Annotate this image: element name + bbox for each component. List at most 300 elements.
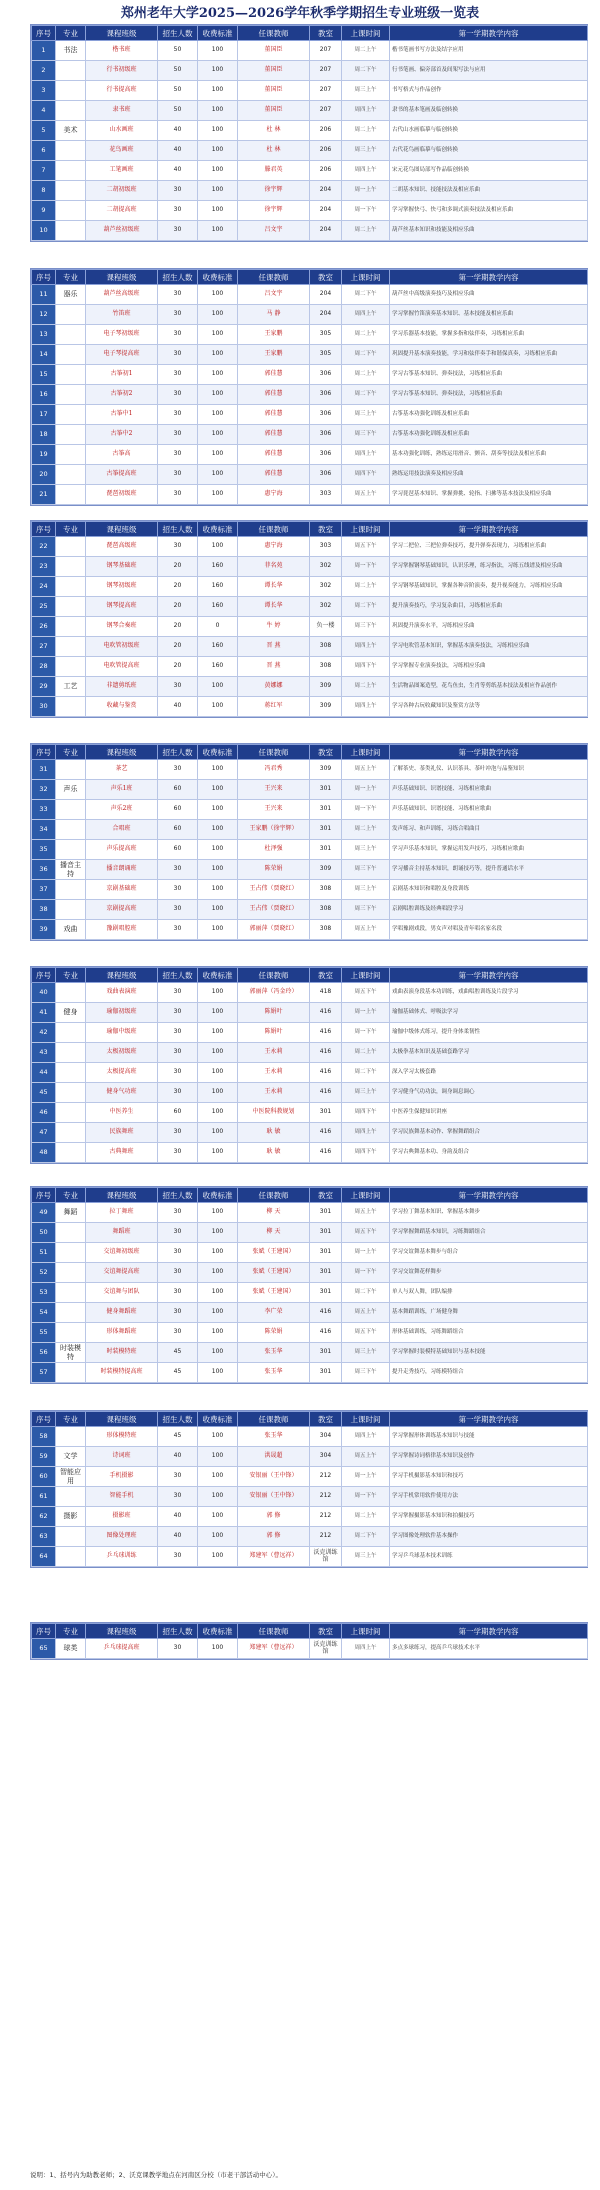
teacher-cell: 吕文宇: [238, 221, 310, 241]
enrollment-cell: 50: [158, 81, 198, 101]
teacher-cell: 郑建军（曹远祥）: [238, 1547, 310, 1567]
row-number: 41: [32, 1003, 56, 1023]
teacher-cell: 杜 林: [238, 141, 310, 161]
class-time-cell: 周四上午: [342, 305, 390, 325]
table-row: [32, 617, 588, 637]
classroom-cell: 309: [310, 677, 342, 697]
major-cell: [56, 181, 86, 201]
class-name-cell: 钢琴初级班: [86, 577, 158, 597]
row-number: 14: [32, 345, 56, 365]
row-number: 13: [32, 325, 56, 345]
class-time-cell: 周四上午: [342, 637, 390, 657]
major-cell: [56, 485, 86, 505]
class-name-cell: 中医养生: [86, 1103, 158, 1123]
row-number: 48: [32, 1143, 56, 1163]
class-time-cell: 周一上午: [342, 181, 390, 201]
fee-cell: 100: [198, 760, 238, 780]
table-row: [32, 81, 588, 101]
table-row: [32, 860, 588, 880]
classroom-cell: 304: [310, 1447, 342, 1467]
major-cell: [56, 465, 86, 485]
content-cell: 声乐基础知识、识谱技能、习练相应歌曲: [390, 780, 588, 800]
classroom-cell: 303: [310, 537, 342, 557]
teacher-cell: 陈荣娟: [238, 860, 310, 880]
classroom-cell: 204: [310, 285, 342, 305]
column-header: 专业: [56, 270, 86, 285]
table-row: [32, 1323, 588, 1343]
column-header: 任课教师: [238, 968, 310, 983]
column-header: 课程班级: [86, 745, 158, 760]
content-cell: 学习掌握时装模特基础知识与基本技能: [390, 1343, 588, 1363]
class-name-cell: 古筝中2: [86, 425, 158, 445]
table-header-row: [32, 522, 588, 537]
column-header: 上课时间: [342, 26, 390, 41]
table-row: [32, 141, 588, 161]
row-number: 45: [32, 1083, 56, 1103]
enrollment-cell: 30: [158, 1123, 198, 1143]
classroom-cell: 306: [310, 405, 342, 425]
class-time-cell: 周一上午: [342, 1243, 390, 1263]
row-number: 64: [32, 1547, 56, 1567]
teacher-cell: 晋 燕: [238, 637, 310, 657]
enrollment-cell: 30: [158, 425, 198, 445]
class-name-cell: 电吹管提高班: [86, 657, 158, 677]
row-number: 36: [32, 860, 56, 880]
content-cell: 学习钢琴基础知识，掌握各种音阶演奏，提升视奏能力，习练相应乐曲: [390, 577, 588, 597]
teacher-cell: 郭 修: [238, 1507, 310, 1527]
table-row: [32, 1263, 588, 1283]
fee-cell: 100: [198, 780, 238, 800]
fee-cell: 100: [198, 101, 238, 121]
row-number: 21: [32, 485, 56, 505]
table-row: [32, 101, 588, 121]
teacher-cell: 陈娟叶: [238, 1023, 310, 1043]
classroom-cell: 303: [310, 485, 342, 505]
major-cell: [56, 1547, 86, 1567]
enrollment-cell: 30: [158, 1043, 198, 1063]
content-cell: 学习掌握诗词格律基本知识及创作: [390, 1447, 588, 1467]
column-header: 收费标准: [198, 968, 238, 983]
class-time-cell: 周三下午: [342, 860, 390, 880]
class-time-cell: 周一上午: [342, 780, 390, 800]
major-cell: [56, 800, 86, 820]
fee-cell: 100: [198, 1263, 238, 1283]
teacher-cell: 王永莉: [238, 1063, 310, 1083]
column-header: 教室: [310, 745, 342, 760]
class-name-cell: 时装模特班: [86, 1343, 158, 1363]
class-time-cell: 周四下午: [342, 465, 390, 485]
class-name-cell: 京剧提高班: [86, 900, 158, 920]
enrollment-cell: 20: [158, 617, 198, 637]
row-number: 42: [32, 1023, 56, 1043]
table-row: [32, 221, 588, 241]
table-row: [32, 385, 588, 405]
schedule-table-block: [30, 520, 588, 718]
class-time-cell: 周二上午: [342, 820, 390, 840]
class-name-cell: 琵琶初级班: [86, 485, 158, 505]
column-header: 专业: [56, 1624, 86, 1639]
enrollment-cell: 30: [158, 860, 198, 880]
teacher-cell: 郭佳慧: [238, 365, 310, 385]
classroom-cell: 302: [310, 557, 342, 577]
classroom-cell: 416: [310, 1323, 342, 1343]
class-time-cell: 周二上午: [342, 1043, 390, 1063]
table-row: [32, 1467, 588, 1487]
row-number: 57: [32, 1363, 56, 1383]
enrollment-cell: 45: [158, 1427, 198, 1447]
content-cell: 单人与双人舞，团队编排: [390, 1283, 588, 1303]
content-cell: 生活物品图案造型，花鸟鱼虫，生肖等剪纸基本技法及相应作品创作: [390, 677, 588, 697]
teacher-cell: 晋 燕: [238, 657, 310, 677]
column-header: 课程班级: [86, 1412, 158, 1427]
content-cell: 学习电吹管基本知识，掌握基本演奏技法，习练相应乐曲: [390, 637, 588, 657]
schedule-table: [31, 269, 588, 505]
fee-cell: 100: [198, 820, 238, 840]
table-row: [32, 425, 588, 445]
column-header: 专业: [56, 968, 86, 983]
class-name-cell: 楷书班: [86, 41, 158, 61]
enrollment-cell: 30: [158, 181, 198, 201]
class-time-cell: 周二下午: [342, 1283, 390, 1303]
fee-cell: 100: [198, 141, 238, 161]
major-cell: [56, 617, 86, 637]
class-name-cell: 古筝初1: [86, 365, 158, 385]
enrollment-cell: 40: [158, 1507, 198, 1527]
table-header-row: [32, 1188, 588, 1203]
column-header: 课程班级: [86, 522, 158, 537]
teacher-cell: 张斌（王建国）: [238, 1263, 310, 1283]
column-header: 招生人数: [158, 522, 198, 537]
major-cell: [56, 365, 86, 385]
teacher-cell: 张玉华: [238, 1343, 310, 1363]
class-time-cell: 周一下午: [342, 1487, 390, 1507]
content-cell: 行书笔画、偏旁部首及间架写法与应用: [390, 61, 588, 81]
classroom-cell: 306: [310, 465, 342, 485]
table-row: [32, 557, 588, 577]
class-time-cell: 周一下午: [342, 201, 390, 221]
class-name-cell: 声乐1班: [86, 780, 158, 800]
column-header: 序号: [32, 1188, 56, 1203]
teacher-cell: 王兴来: [238, 800, 310, 820]
column-header: 教室: [310, 968, 342, 983]
row-number: 23: [32, 557, 56, 577]
table-header-row: [32, 26, 588, 41]
fee-cell: 100: [198, 161, 238, 181]
fee-cell: 100: [198, 1203, 238, 1223]
column-header: 任课教师: [238, 745, 310, 760]
column-header: 教室: [310, 270, 342, 285]
enrollment-cell: 30: [158, 920, 198, 940]
major-cell: [56, 1263, 86, 1283]
content-cell: 楷书笔画书写方法及结字应用: [390, 41, 588, 61]
table-header-row: [32, 745, 588, 760]
schedule-table: [31, 967, 588, 1163]
classroom-cell: 301: [310, 820, 342, 840]
class-name-cell: 京剧基础班: [86, 880, 158, 900]
content-cell: 基本功强化训练，熟练运用滑音、颤音、刮奏等技法及相应乐曲: [390, 445, 588, 465]
row-number: 6: [32, 141, 56, 161]
row-number: 7: [32, 161, 56, 181]
fee-cell: 100: [198, 425, 238, 445]
teacher-cell: 冯君秀: [238, 760, 310, 780]
classroom-cell: 204: [310, 305, 342, 325]
class-time-cell: 周四上午: [342, 1123, 390, 1143]
enrollment-cell: 30: [158, 385, 198, 405]
column-header: 任课教师: [238, 26, 310, 41]
content-cell: 学习掌握形体训练基本知识与技能: [390, 1427, 588, 1447]
fee-cell: 100: [198, 1303, 238, 1323]
teacher-cell: 杜泽强: [238, 840, 310, 860]
table-header-row: [32, 270, 588, 285]
fee-cell: 160: [198, 597, 238, 617]
enrollment-cell: 45: [158, 1363, 198, 1383]
content-cell: 巩固提升演奏水平，习练相应乐曲: [390, 617, 588, 637]
class-time-cell: 周一下午: [342, 1263, 390, 1283]
teacher-cell: 郭佳慧: [238, 445, 310, 465]
fee-cell: 100: [198, 201, 238, 221]
schedule-table-block: [30, 1622, 588, 1660]
content-cell: 古筝基本功强化训练及相应乐曲: [390, 425, 588, 445]
column-header: 第一学期教学内容: [390, 1624, 588, 1639]
classroom-cell: 416: [310, 1043, 342, 1063]
class-name-cell: 声乐2班: [86, 800, 158, 820]
row-number: 34: [32, 820, 56, 840]
row-number: 62: [32, 1507, 56, 1527]
teacher-cell: 惠宁海: [238, 537, 310, 557]
enrollment-cell: 30: [158, 900, 198, 920]
fee-cell: 100: [198, 1427, 238, 1447]
content-cell: 学习各种古玩收藏知识及鉴赏方法等: [390, 697, 588, 717]
enrollment-cell: 30: [158, 1023, 198, 1043]
content-cell: 学习交谊舞基本舞步与组合: [390, 1243, 588, 1263]
table-row: [32, 1447, 588, 1467]
class-time-cell: 周五上午: [342, 1303, 390, 1323]
table-row: [32, 657, 588, 677]
column-header: 课程班级: [86, 968, 158, 983]
fee-cell: 100: [198, 1063, 238, 1083]
classroom-cell: 309: [310, 860, 342, 880]
teacher-cell: 张斌（王建国）: [238, 1243, 310, 1263]
classroom-cell: 207: [310, 61, 342, 81]
column-header: 专业: [56, 26, 86, 41]
teacher-cell: 董国臣: [238, 81, 310, 101]
teacher-cell: 安银丽（王中锋）: [238, 1467, 310, 1487]
teacher-cell: 惠宁海: [238, 485, 310, 505]
fee-cell: 100: [198, 81, 238, 101]
classroom-cell: 301: [310, 1263, 342, 1283]
column-header: 任课教师: [238, 522, 310, 537]
fee-cell: 100: [198, 1243, 238, 1263]
table-row: [32, 840, 588, 860]
class-time-cell: 周四下午: [342, 657, 390, 677]
classroom-cell: 301: [310, 1243, 342, 1263]
classroom-cell: 301: [310, 1223, 342, 1243]
column-header: 招生人数: [158, 1412, 198, 1427]
enrollment-cell: 30: [158, 1639, 198, 1659]
classroom-cell: 301: [310, 1103, 342, 1123]
major-cell: [56, 1427, 86, 1447]
class-time-cell: 周四上午: [342, 1427, 390, 1447]
classroom-cell: 418: [310, 983, 342, 1003]
schedule-table: [31, 1411, 588, 1567]
content-cell: 学习琵琶基本知识、掌握弹挑、轮指、扫拂等基本技法及相应乐曲: [390, 485, 588, 505]
content-cell: 巩固提升基本演奏技能，学习和弦伴奏手和谐保真奏，习练相应乐曲: [390, 345, 588, 365]
major-cell: [56, 1303, 86, 1323]
table-row: [32, 1143, 588, 1163]
table-row: [32, 181, 588, 201]
classroom-cell: 207: [310, 81, 342, 101]
class-name-cell: 行书初级班: [86, 61, 158, 81]
row-number: 17: [32, 405, 56, 425]
table-row: [32, 1507, 588, 1527]
content-cell: 葫芦丝中高级演奏技巧及相应乐曲: [390, 285, 588, 305]
class-time-cell: 周四上午: [342, 697, 390, 717]
class-name-cell: 收藏与鉴赏: [86, 697, 158, 717]
class-time-cell: 周四下午: [342, 1143, 390, 1163]
classroom-cell: 416: [310, 1023, 342, 1043]
major-cell: 播音主持: [56, 860, 86, 880]
fee-cell: 100: [198, 1639, 238, 1659]
row-number: 43: [32, 1043, 56, 1063]
row-number: 4: [32, 101, 56, 121]
enrollment-cell: 30: [158, 201, 198, 221]
class-name-cell: 形体舞蹈班: [86, 1323, 158, 1343]
content-cell: 学习二把位、三把位弹奏技巧，提升弹奏表现力，习练相应乐曲: [390, 537, 588, 557]
class-time-cell: 周三上午: [342, 1343, 390, 1363]
fee-cell: 0: [198, 617, 238, 637]
row-number: 44: [32, 1063, 56, 1083]
teacher-cell: 王家鹏: [238, 325, 310, 345]
row-number: 58: [32, 1427, 56, 1447]
fee-cell: 100: [198, 1283, 238, 1303]
classroom-cell: 309: [310, 760, 342, 780]
class-name-cell: 合唱班: [86, 820, 158, 840]
table-row: [32, 1639, 588, 1659]
enrollment-cell: 30: [158, 983, 198, 1003]
major-cell: [56, 325, 86, 345]
table-row: [32, 1043, 588, 1063]
enrollment-cell: 30: [158, 1283, 198, 1303]
content-cell: 二胡基本知识、技能技法及相应乐曲: [390, 181, 588, 201]
fee-cell: 100: [198, 181, 238, 201]
class-time-cell: 周二上午: [342, 221, 390, 241]
class-name-cell: 古筝提高班: [86, 465, 158, 485]
class-name-cell: 健身舞蹈班: [86, 1303, 158, 1323]
fee-cell: 100: [198, 840, 238, 860]
classroom-cell: 301: [310, 800, 342, 820]
fee-cell: 160: [198, 577, 238, 597]
class-time-cell: 周二上午: [342, 41, 390, 61]
column-header: 序号: [32, 1412, 56, 1427]
fee-cell: 100: [198, 305, 238, 325]
column-header: 收费标准: [198, 26, 238, 41]
column-header: 收费标准: [198, 1624, 238, 1639]
enrollment-cell: 30: [158, 1303, 198, 1323]
fee-cell: 100: [198, 1103, 238, 1123]
class-name-cell: 形体模特班: [86, 1427, 158, 1447]
column-header: 教室: [310, 1624, 342, 1639]
row-number: 28: [32, 657, 56, 677]
enrollment-cell: 30: [158, 305, 198, 325]
major-cell: [56, 657, 86, 677]
table-row: [32, 61, 588, 81]
fee-cell: 100: [198, 1467, 238, 1487]
table-row: [32, 345, 588, 365]
table-row: [32, 465, 588, 485]
row-number: 8: [32, 181, 56, 201]
class-name-cell: 播音朗诵班: [86, 860, 158, 880]
column-header: 收费标准: [198, 745, 238, 760]
class-time-cell: 周一上午: [342, 1003, 390, 1023]
column-header: 招生人数: [158, 745, 198, 760]
major-cell: [56, 425, 86, 445]
major-cell: [56, 1223, 86, 1243]
teacher-cell: 王永莉: [238, 1043, 310, 1063]
class-name-cell: 诗词班: [86, 1447, 158, 1467]
class-time-cell: 周五下午: [342, 537, 390, 557]
class-time-cell: 周二下午: [342, 345, 390, 365]
teacher-cell: 董国臣: [238, 41, 310, 61]
class-name-cell: 电子琴初级班: [86, 325, 158, 345]
teacher-cell: 张玉华: [238, 1363, 310, 1383]
row-number: 33: [32, 800, 56, 820]
content-cell: 形体基础训练，习练舞蹈组合: [390, 1323, 588, 1343]
class-name-cell: 太极提高班: [86, 1063, 158, 1083]
content-cell: 声乐基础知识、识谱技能、习练相应歌曲: [390, 800, 588, 820]
classroom-cell: 306: [310, 425, 342, 445]
class-time-cell: 周三下午: [342, 425, 390, 445]
major-cell: 美术: [56, 121, 86, 141]
teacher-cell: 牛 婷: [238, 617, 310, 637]
row-number: 24: [32, 577, 56, 597]
table-row: [32, 800, 588, 820]
schedule-table: [31, 25, 588, 241]
fee-cell: 100: [198, 920, 238, 940]
class-time-cell: 周三上午: [342, 880, 390, 900]
major-cell: [56, 1103, 86, 1123]
column-header: 上课时间: [342, 1412, 390, 1427]
fee-cell: 100: [198, 1123, 238, 1143]
class-time-cell: 周五下午: [342, 1323, 390, 1343]
teacher-cell: 王兴来: [238, 780, 310, 800]
classroom-cell: 301: [310, 1363, 342, 1383]
teacher-cell: 郭丽萍（贾晓红）: [238, 920, 310, 940]
major-cell: 书法: [56, 41, 86, 61]
column-header: 第一学期教学内容: [390, 270, 588, 285]
class-time-cell: 周三下午: [342, 1363, 390, 1383]
major-cell: [56, 900, 86, 920]
fee-cell: 100: [198, 61, 238, 81]
schedule-table-block: [30, 24, 588, 242]
content-cell: 学习拉丁舞基本知识、掌握基本舞步: [390, 1203, 588, 1223]
major-cell: [56, 221, 86, 241]
class-name-cell: 乒乓球提高班: [86, 1639, 158, 1659]
row-number: 16: [32, 385, 56, 405]
row-number: 38: [32, 900, 56, 920]
enrollment-cell: 30: [158, 1487, 198, 1507]
fee-cell: 100: [198, 1143, 238, 1163]
enrollment-cell: 30: [158, 1063, 198, 1083]
class-time-cell: 周三上午: [342, 1547, 390, 1567]
classroom-cell: 负一楼: [310, 617, 342, 637]
major-cell: [56, 760, 86, 780]
classroom-cell: 206: [310, 121, 342, 141]
row-number: 19: [32, 445, 56, 465]
class-name-cell: 花鸟画班: [86, 141, 158, 161]
major-cell: [56, 1243, 86, 1263]
class-time-cell: 周三上午: [342, 1083, 390, 1103]
major-cell: 舞蹈: [56, 1203, 86, 1223]
